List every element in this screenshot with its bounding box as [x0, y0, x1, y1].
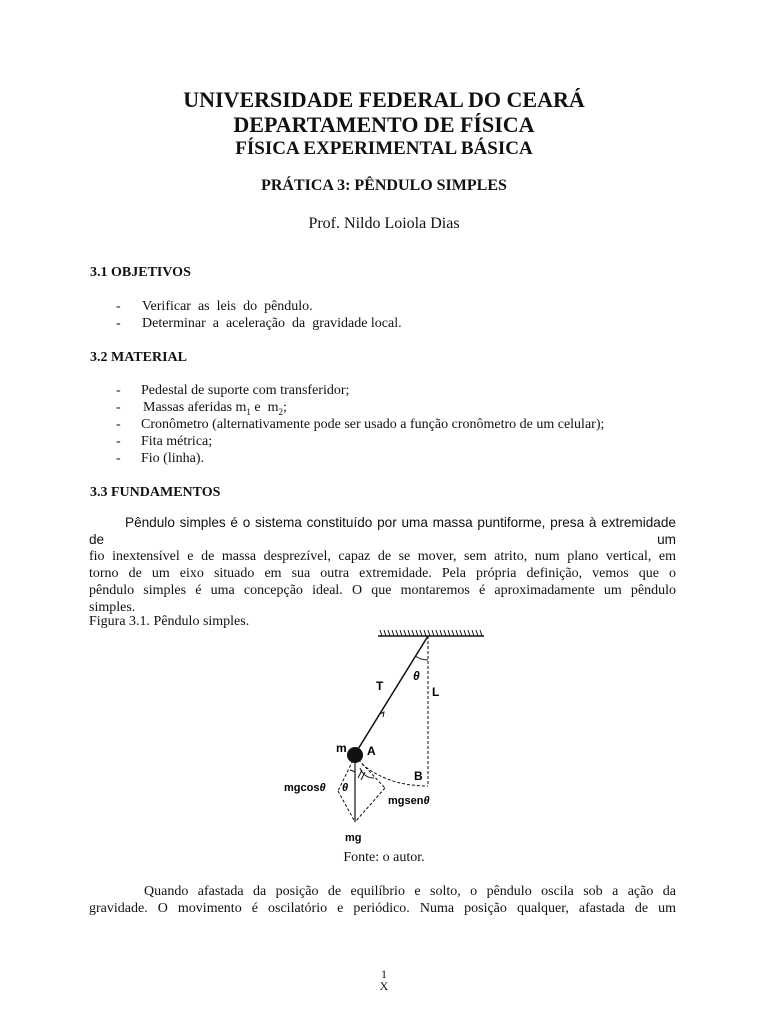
- list-item: Cronômetro (alternativamente pode ser usado a função cronômetro de um celular);: [141, 417, 605, 432]
- paragraph-line: gravidade. O movimento é oscilatório e periódico. Numa posição qualquer, afastada de um: [89, 901, 676, 916]
- pendulum-mass: [347, 747, 363, 763]
- tension-label: T: [376, 679, 384, 693]
- point-b-label: B: [414, 769, 423, 783]
- course-title: FÍSICA EXPERIMENTAL BÁSICA: [235, 138, 533, 159]
- point-a-label: A: [367, 744, 376, 758]
- masses-text: ;: [283, 400, 287, 415]
- list-item: Determinar a aceleração da gravidade local.: [142, 316, 402, 331]
- list-bullet: -: [116, 383, 121, 398]
- theta-label-top: θ: [413, 669, 420, 683]
- list-bullet: -: [116, 451, 121, 466]
- angle-arc-mass: [350, 770, 355, 772]
- figure-caption: Figura 3.1. Pêndulo simples.: [89, 614, 250, 629]
- theta-label-mass: θ: [342, 782, 349, 794]
- list-item: Pedestal de suporte com transferidor;: [141, 383, 350, 398]
- mass-subscript: 1: [246, 406, 251, 417]
- mass-subscript: 2: [278, 406, 284, 417]
- objectives-heading: 3.1 OBJETIVOS: [90, 265, 191, 280]
- closing-paragraph: [89, 883, 676, 917]
- paragraph-line: simples.: [89, 600, 136, 615]
- list-bullet: -: [116, 400, 121, 415]
- mass-label: m: [336, 741, 347, 755]
- masses-text: e m: [250, 400, 279, 415]
- page-number: 1: [381, 967, 387, 981]
- figure-source: Fonte: o autor.: [343, 850, 425, 865]
- list-bullet: -: [116, 316, 121, 331]
- pendulum-figure: [278, 628, 490, 850]
- paragraph-line: pêndulo simples é uma concepção ideal. O que montaremos é aproximadamente um pêndulo: [89, 583, 676, 598]
- pendulum-string: [355, 636, 428, 754]
- fundamentals-paragraph: [89, 514, 676, 616]
- tick-mark: [358, 770, 362, 778]
- fundamentals-heading: 3.3 FUNDAMENTOS: [90, 485, 221, 500]
- material-heading: 3.2 MATERIAL: [90, 350, 187, 365]
- professor-name: Prof. Nildo Loiola Dias: [308, 215, 460, 232]
- tangential-arrow-icon: [360, 768, 374, 778]
- ceiling-hatch: [380, 630, 482, 636]
- paragraph-line: Pêndulo simples é o sistema constituído por uma massa puntiforme, presa à extremidade de um: [89, 515, 676, 547]
- masses-text: Massas aferidas m: [143, 400, 247, 415]
- practice-title: PRÁTICA 3: PÊNDULO SIMPLES: [261, 177, 507, 194]
- list-bullet: -: [116, 299, 121, 314]
- angle-arc-top: [415, 656, 428, 660]
- paragraph-line: Quando afastada da posição de equilíbrio e solto, o pêndulo oscila sob a ação da: [144, 884, 676, 899]
- dashed-projection: [355, 788, 385, 822]
- list-item: Fio (linha).: [141, 451, 204, 466]
- tangential-force-label: mgsenθ: [388, 795, 430, 807]
- paragraph-line: torno de um eixo situado em sua outra extremidade. Pela própria definição, vemos que o: [89, 566, 676, 581]
- department-title: DEPARTAMENTO DE FÍSICA: [233, 112, 535, 137]
- radial-force-label: mgcosθ: [284, 782, 326, 794]
- list-bullet: -: [116, 417, 121, 432]
- weight-label: mg: [345, 832, 362, 844]
- university-title: UNIVERSIDADE FEDERAL DO CEARÁ: [183, 87, 585, 112]
- list-item: Fita métrica;: [141, 434, 213, 449]
- list-item: Verificar as leis do pêndulo.: [142, 299, 313, 314]
- page-footer-mark: X: [379, 979, 389, 993]
- dashed-projection: [338, 791, 355, 822]
- list-bullet: -: [116, 434, 121, 449]
- list-item-masses: [143, 400, 287, 417]
- length-label: L: [432, 685, 440, 699]
- paragraph-line: fio inextensível e de massa desprezível, capaz de se mover, sem atrito, num plano vertical, em: [89, 549, 676, 564]
